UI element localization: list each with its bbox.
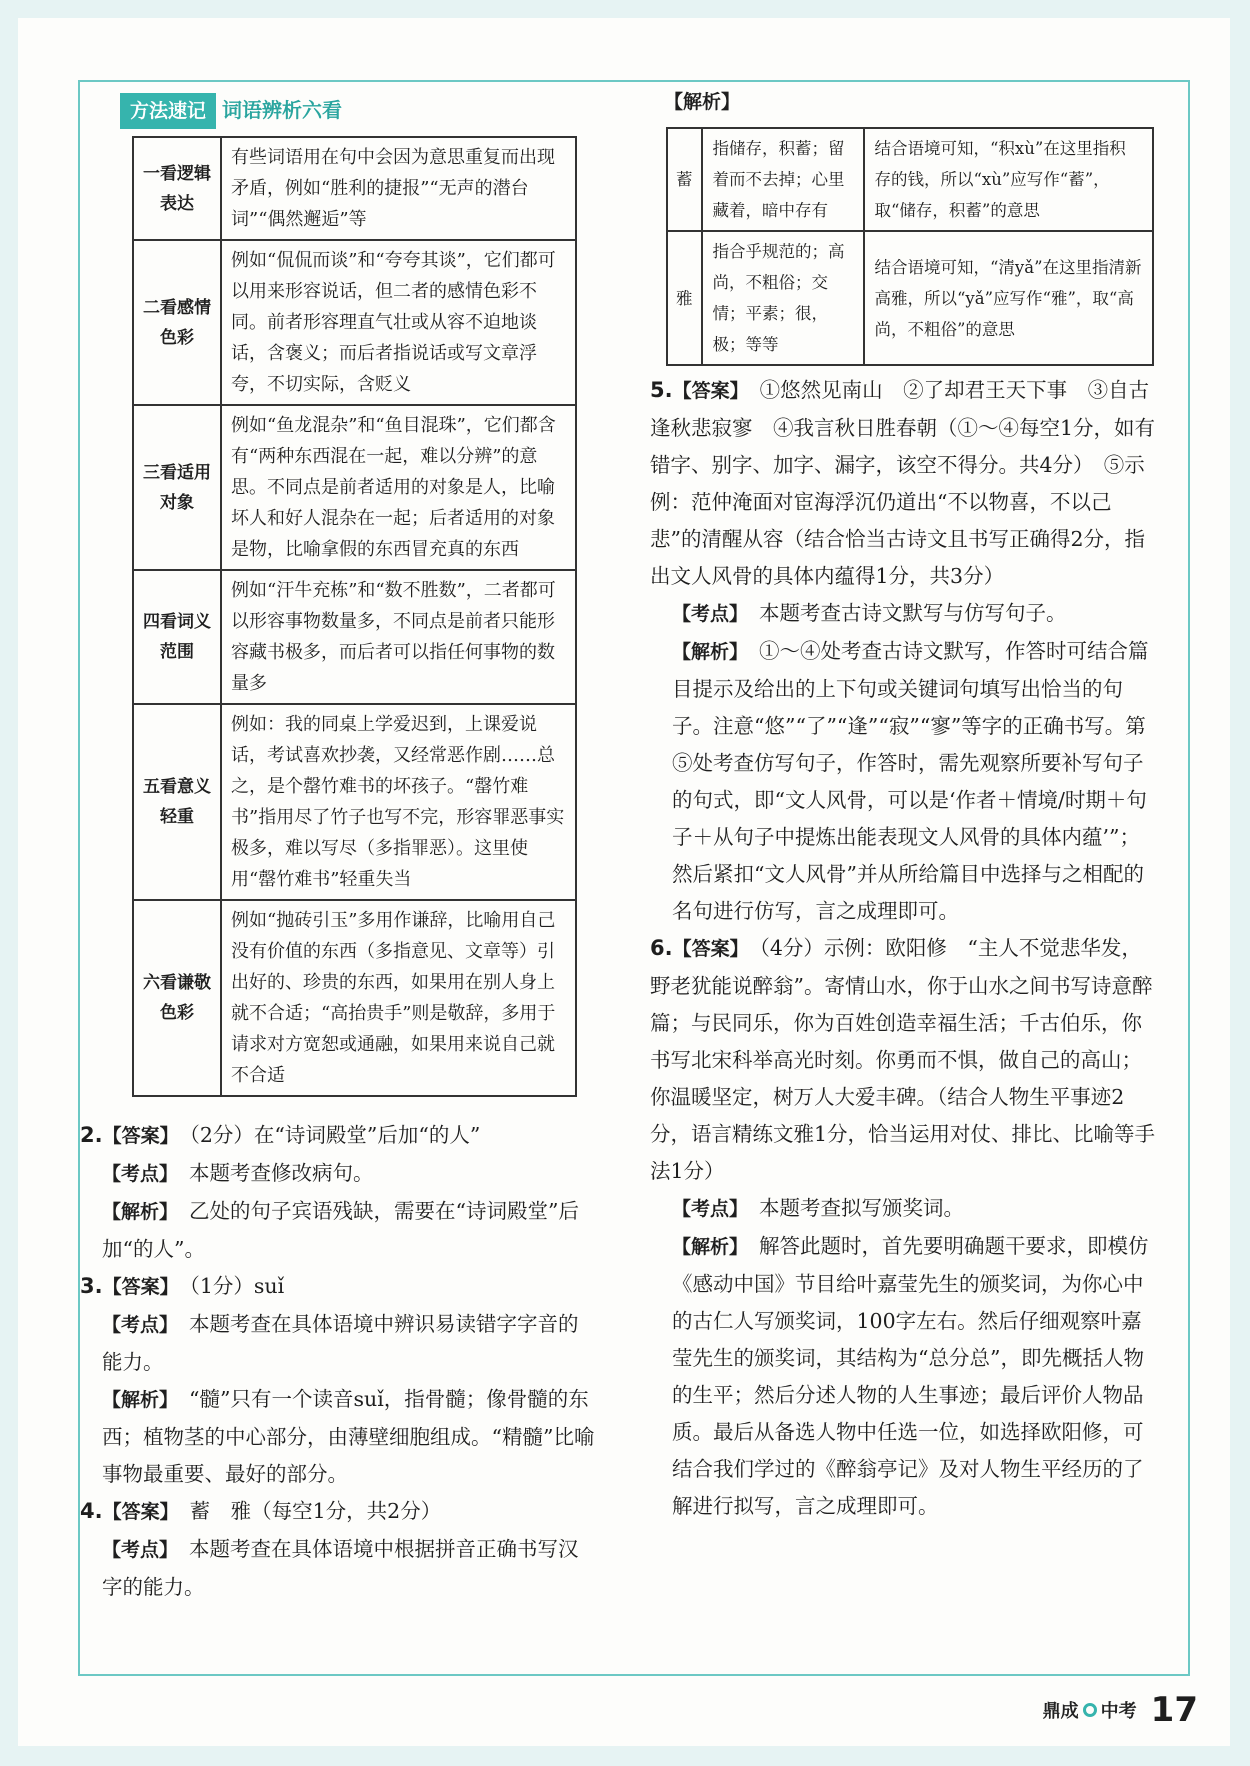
method-row — [133, 900, 576, 1096]
answer-tag: 【答案】 — [672, 380, 740, 402]
brand-name: 鼎成 — [1042, 1701, 1079, 1722]
kaodian-line — [650, 1190, 1160, 1228]
kaodian-tag: 【考点】 — [102, 1539, 169, 1561]
right-column — [650, 84, 1160, 1525]
question-number: 4. — [80, 1499, 103, 1523]
method-label: 五看意义轻重 — [133, 704, 221, 900]
method-text: 例如“侃侃而谈”和“夸夸其谈”，它们都可以用来形容说话，但二者的感情色彩不同。前者形容理直气壮或从容不迫地谈话，含褒义；而后者指说话或写文章浮夸，不切实际，含贬义 — [221, 240, 576, 405]
kaodian-text: 本题考查在具体语境中根据拼音正确书写汉字的能力。 — [102, 1537, 579, 1599]
jiexi-char: 蓄 — [667, 128, 702, 231]
method-text: 有些词语用在句中会因为意思重复而出现矛盾，例如“胜利的捷报”“无声的潜台词”“偶然邂逅”等 — [221, 137, 576, 240]
jiexi-tag: 【解析】 — [102, 1201, 169, 1223]
kaodian-line — [650, 595, 1160, 633]
answer-tag: 【答案】 — [102, 1276, 170, 1298]
jiexi-line — [80, 1193, 595, 1268]
page-number: 17 — [1150, 1690, 1198, 1730]
left-column — [80, 92, 595, 1606]
method-label: 六看谦敬色彩 — [133, 900, 221, 1096]
method-row — [133, 570, 576, 704]
method-row — [133, 240, 576, 405]
method-text: 例如“抛砖引玉”多用作谦辞，比喻用自己没有价值的东西（多指意见、文章等）引出好的、珍贵的东西，如果用在别人身上就不合适；“高抬贵手”则是敬辞，多用于请求对方宽恕或通融，如果用来说自己就不合适 — [221, 900, 576, 1096]
method-row — [133, 137, 576, 240]
question-4 — [80, 1493, 595, 1606]
answer-tag: 【答案】 — [102, 1125, 170, 1147]
jiexi-table — [666, 127, 1154, 366]
jiexi-line — [650, 633, 1160, 930]
method-text: 例如“鱼龙混杂”和“鱼目混珠”，它们都含有“两种东西混在一起，难以分辨”的意思。不同点是前者适用的对象是人，比喻坏人和好人混杂在一起；后者适用的对象是物，比喻拿假的东西冒充真的东西 — [221, 405, 576, 570]
question-number: 5. — [650, 378, 673, 402]
kaodian-text: 本题考查在具体语境中辨识易读错字字音的能力。 — [102, 1312, 579, 1374]
kaodian-line — [80, 1306, 595, 1381]
jiexi-line — [650, 1228, 1160, 1525]
kaodian-line — [80, 1531, 595, 1606]
method-table — [132, 136, 577, 1097]
jiexi-text: “髓”只有一个读音suǐ，指骨髓；像骨髓的东西；植物茎的中心部分，由薄壁细胞组成。“精髓”比喻事物最重要、最好的部分。 — [102, 1387, 595, 1486]
kaodian-text: 本题考查拟写颁奖词。 — [759, 1196, 965, 1220]
jiexi-tag: 【解析】 — [672, 1236, 739, 1258]
jiexi-analysis: 结合语境可知，“积xù”在这里指积存的钱，所以“xù”应写作“蓄”，取“储存，积蓄”的意思 — [864, 128, 1154, 231]
method-text: 例如“汗牛充栋”和“数不胜数”，二者都可以形容事物数量多，不同点是前者只能形容藏书极多，而后者可以指任何事物的数量多 — [221, 570, 576, 704]
jiexi-analysis: 结合语境可知，“清yǎ”在这里指清新高雅，所以“yǎ”应写作“雅”，取“高尚，不粗俗”的意思 — [864, 231, 1154, 365]
method-label: 二看感情色彩 — [133, 240, 221, 405]
answer-text: 蓄 雅（每空1分，共2分） — [189, 1499, 442, 1523]
answer-tag: 【答案】 — [102, 1501, 170, 1523]
question-number: 6. — [650, 936, 673, 960]
jiexi-line — [80, 1381, 595, 1493]
answer-text: （2分）在“诗词殿堂”后加“的人” — [189, 1123, 481, 1147]
jiexi-char: 雅 — [667, 231, 702, 365]
jiexi-meaning: 指储存，积蓄；留着而不去掉；心里藏着，暗中存有 — [702, 128, 864, 231]
method-tag: 方法速记 — [120, 93, 216, 129]
question-number: 3. — [80, 1274, 103, 1298]
question-number: 2. — [80, 1123, 103, 1147]
method-label: 一看逻辑表达 — [133, 137, 221, 240]
jiexi-tag: 【解析】 — [672, 641, 739, 663]
method-row — [133, 405, 576, 570]
kaodian-tag: 【考点】 — [672, 603, 739, 625]
jiexi-table-row — [667, 231, 1153, 365]
brand-sub: 中考 — [1100, 1701, 1137, 1722]
kaodian-text: 本题考查古诗文默写与仿写句子。 — [759, 601, 1067, 625]
jiexi-text: ①～④处考查古诗文默写，作答时可结合篇目提示及给出的上下句或关键词句填写出恰当的句子。注意“悠”“了”“逢”“寂”“寥”等字的正确书写。第⑤处考查仿写句子，作答时，需先观察所要补写句子的句式，即“文人风骨，可以是‘作者＋情境/时期＋句子＋从句子中提炼出能表现文人风骨的具体内蕴’”；然后紧扣“文人风骨”并从所给篇目中选择与之相配的名句进行仿写，言之成理即可。 — [672, 639, 1149, 923]
jiexi-tag: 【解析】 — [102, 1389, 169, 1411]
jiexi-meaning: 指合乎规范的；高尚，不粗俗；交情；平素；很，极；等等 — [702, 231, 864, 365]
method-title: 词语辨析六看 — [222, 98, 343, 122]
kaodian-line — [80, 1155, 595, 1193]
jiexi-table-heading: 【解析】 — [664, 91, 741, 113]
question-6 — [650, 930, 1160, 1525]
kaodian-tag: 【考点】 — [102, 1163, 169, 1185]
question-5 — [650, 372, 1160, 930]
method-label: 四看词义范围 — [133, 570, 221, 704]
answer-tag: 【答案】 — [672, 938, 740, 960]
kaodian-tag: 【考点】 — [672, 1198, 739, 1220]
jiexi-table-row — [667, 128, 1153, 231]
footer — [1043, 1690, 1198, 1730]
method-header — [120, 92, 595, 136]
question-3 — [80, 1268, 595, 1493]
method-label: 三看适用对象 — [133, 405, 221, 570]
jiexi-text: 乙处的句子宾语残缺，需要在“诗词殿堂”后加“的人”。 — [102, 1199, 579, 1261]
jiexi-text: 解答此题时，首先要明确题干要求，即模仿《感动中国》节目给叶嘉莹先生的颁奖词，为你心中的古仁人写颁奖词，100字左右。然后仔细观察叶嘉莹先生的颁奖词，其结构为“总分总”，即先概括人物的生平；然后分述人物的人生事迹；最后评价人物品质。最后从备选人物中任选一位，如选择欧阳修，可结合我们学过的《醉翁亭记》及对人物生平经历的了解进行拟写，言之成理即可。 — [672, 1234, 1149, 1518]
answer-text: （1分）suǐ — [189, 1274, 285, 1298]
brand-logo-icon — [1083, 1703, 1097, 1717]
method-text: 例如：我的同桌上学爱迟到，上课爱说话，考试喜欢抄袭，又经常恶作剧……总之，是个罄竹难书的坏孩子。“罄竹难书”指用尽了竹子也写不完，形容罪恶事实极多，难以写尽（多指罪恶）。这里使用“罄竹难书”轻重失当 — [221, 704, 576, 900]
kaodian-text: 本题考查修改病句。 — [189, 1161, 374, 1185]
kaodian-tag: 【考点】 — [102, 1314, 169, 1336]
answer-text: （4分）示例：欧阳修 “主人不觉悲华发，野老犹能说醉翁”。寄情山水，你于山水之间书写诗意醉篇；与民同乐，你为百姓创造幸福生活；千古伯乐，你书写北宋科举高光时刻。你勇而不惧，做自己的高山；你温暖坚定，树万人大爱丰碑。（结合人物生平事迹2分，语言精练文雅1分，恰当运用对仗、排比、比喻等手法1分） — [650, 936, 1156, 1183]
question-2 — [80, 1117, 595, 1268]
method-row — [133, 704, 576, 900]
answer-text: ①悠然见南山 ②了却君王天下事 ③自古逢秋悲寂寥 ④我言秋日胜春朝（①～④每空1分，如有错字、别字、加字、漏字，该空不得分。共4分） ⑤示例：范仲淹面对宦海浮沉仍道出“不以物喜，不以己悲”的清醒从容（结合恰当古诗文且书写正确得2分，指出文人风骨的具体内蕴得1分，共3分） — [650, 378, 1156, 588]
